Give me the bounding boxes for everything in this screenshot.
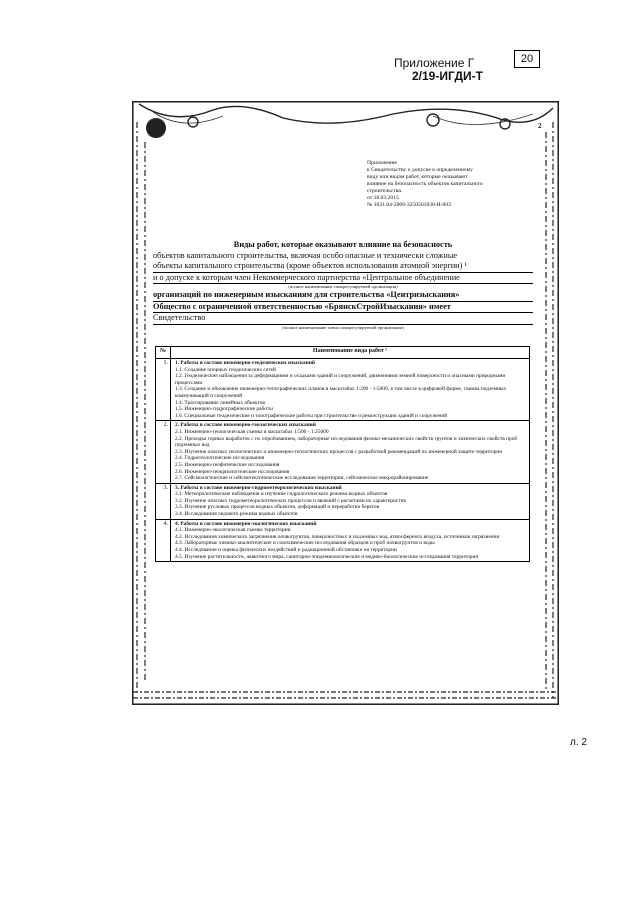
work-item: 4.5. Изучение растительности, животного мира, санитарно-эпидемиологические и медико-биологические исследования территории xyxy=(175,553,479,560)
row-number: 2. xyxy=(156,421,171,483)
work-item: 4.3. Лабораторные химико-аналитические и газохимические исследования образцов и проб почвогрунтов и воды xyxy=(175,540,435,547)
row-number: 4. xyxy=(156,519,171,562)
table-row xyxy=(156,483,530,519)
work-item: 3.3. Изучение русловых процессов водных объектов, деформаций и переработки берегов xyxy=(175,504,380,511)
work-item: 1.2. Геодезические наблюдения за деформациями и осадками зданий и сооружений, движениями земной поверхности и опасными природными процессами xyxy=(175,373,506,386)
note-line: № 1031.04-2009-3250501830-И-003 xyxy=(367,202,451,208)
certificate-appendix-note xyxy=(367,160,527,209)
work-item: 2.7. Сейсмологические и сейсмотектонические исследования территории, сейсмическое микрорайонирование xyxy=(175,475,429,482)
work-item: 1.1. Создание опорных геодезических сетей xyxy=(175,366,276,373)
work-item: 2.3. Изучение опасных геологических и инженерно-геологических процессов с разработкой рекомендаций по инженерной защите территории xyxy=(175,448,503,455)
work-item: 3.1. Метеорологические наблюдения и изучение гидрологического режима водных объектов xyxy=(175,491,388,498)
work-item: 4.1. Инженерно-экологическая съемка территории xyxy=(175,527,291,534)
table-row xyxy=(156,519,530,562)
member-caption: (полное наименование члена саморегулируемой организации) xyxy=(282,324,404,330)
table-row xyxy=(156,421,530,483)
title-line: объектов капитального строительства, включая особо опасные и технически сложные xyxy=(153,250,458,260)
org-name-line: организаций по инженерным изысканиям для строительства «Центризыскания» xyxy=(153,290,533,302)
note-line: от 18.03.2015 xyxy=(367,195,399,201)
note-line: Приложение xyxy=(367,160,398,166)
section-heading: 3. Работы в составе инженерно-гидрометеорологических изысканий xyxy=(175,484,342,491)
sheet-number: л. 2 xyxy=(570,737,587,748)
title-line: Виды работ, которые оказывают влияние на безопасность xyxy=(233,240,453,249)
work-item: 2.6. Инженерно-геокриологические исследования xyxy=(175,468,290,475)
work-item: 1.3. Создание и обновление инженерно-топографических планов в масштабах 1:200 - 1:5000, в том числе в цифровой форме, съемка подземных коммуникаций и сооружений xyxy=(175,386,507,399)
work-item: 3.2. Изучение опасных гидрометеорологических процессов и явлений с расчетами их характеристик xyxy=(175,497,407,504)
section-heading: 4. Работы в составе инженерно-экологических изысканий xyxy=(175,520,317,527)
work-item: 2.5. Инженерно-геофизические исследования xyxy=(175,461,280,468)
row-number: 1. xyxy=(156,359,171,421)
appendix-label: Приложение Г xyxy=(394,56,475,70)
certificate-scan xyxy=(132,101,559,705)
row-content xyxy=(171,483,530,519)
work-item: 1.4. Трассирование линейных объектов xyxy=(175,399,265,406)
work-item: 2.1. Инженерно-геологическая съемка в масштабах 1:500 - 1:25000 xyxy=(175,428,329,435)
note-line: виду или видам работ, которые оказывают xyxy=(367,174,468,180)
title-line: и о допуске к которым член Некоммерческого партнерства «Центральное объединение xyxy=(153,273,533,285)
row-content xyxy=(171,519,530,562)
note-line: строительства. xyxy=(367,188,403,194)
col-header-name: Наименование вида работ ² xyxy=(171,347,530,359)
col-header-num: № xyxy=(156,347,171,359)
work-item: 1.5. Инженерно-гидрографические работы xyxy=(175,406,273,413)
note-line: влияние на безопасность объектов капитального xyxy=(367,181,483,187)
work-item: 4.2. Исследования химического загрязнения почвогрунтов, поверхностных и подземных вод, атмосферного воздуха, источников загрязнения xyxy=(175,533,499,540)
work-item: 1.6. Специальные геодезические и топографические работы при строительстве и реконструкции зданий и сооружений xyxy=(175,412,448,419)
work-item: 3.4. Исследования ледового режима водных объектов xyxy=(175,511,298,518)
work-item: 4.4. Исследования и оценка физических воздействий и радиационной обстановки на территории xyxy=(175,547,397,554)
note-line: к Свидетельству о допуске к определенному xyxy=(367,167,473,173)
section-heading: 2. Работы в составе инженерно-геологических изысканий xyxy=(175,422,316,429)
org-caption: (полное наименование саморегулируемой организации) xyxy=(288,284,398,289)
work-item: 2.2. Проходка горных выработок с их опробованием, лабораторные исследования физико-механических свойств грунтов и химических свойств проб подземных вод xyxy=(175,435,518,449)
page-number-box: 20 xyxy=(514,50,540,68)
row-content xyxy=(171,421,530,483)
certificate-word: Свидетельство xyxy=(153,313,533,325)
title-line: объекты капитального строительства (кроме объектов использования атомной энергии) ¹ xyxy=(153,261,533,273)
table-row xyxy=(156,359,530,421)
certificate-page-number: 2 xyxy=(538,122,542,130)
row-number: 3. xyxy=(156,483,171,519)
certificate-title-block xyxy=(153,240,533,331)
document-code: 2/19-ИГДИ-Т xyxy=(412,69,483,83)
work-types-table xyxy=(155,346,530,562)
member-name-line: Общество с ограниченной ответственностью «БрянскСтройИзыскания» имеет xyxy=(153,302,533,314)
row-content xyxy=(171,359,530,421)
section-heading: 1. Работы в составе инженерно-геодезических изысканий xyxy=(175,360,315,366)
work-item: 2.4. Гидрогеологические исследования xyxy=(175,455,265,462)
